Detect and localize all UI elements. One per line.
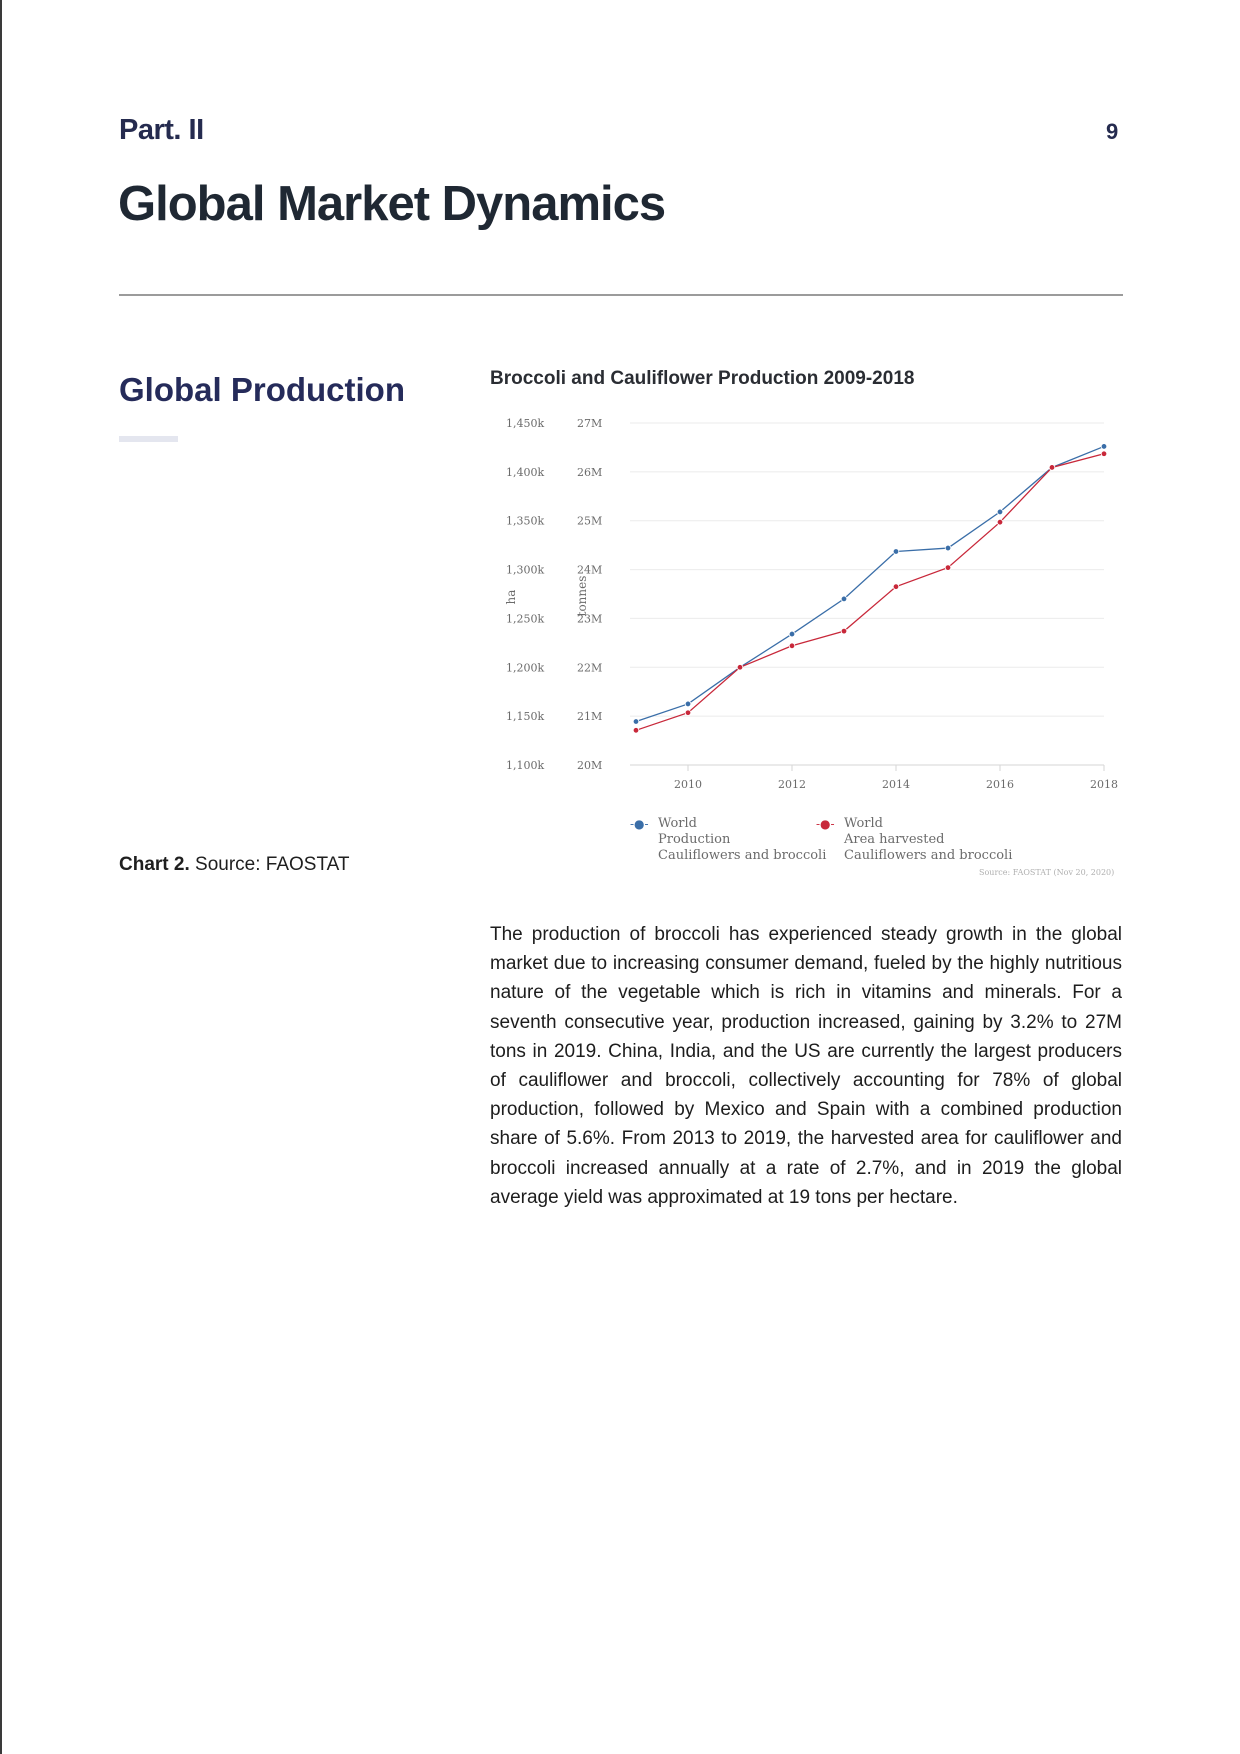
y-right-tick-label: 20M	[577, 759, 603, 772]
y-left-tick-label: 1,200k	[506, 661, 545, 675]
legend-line: World	[658, 816, 697, 831]
legend-line: Production	[658, 832, 731, 847]
x-tick-label: 2018	[1090, 778, 1118, 791]
data-point-production	[893, 549, 899, 555]
legend-marker-area-icon: -●-	[816, 817, 835, 831]
y-left-tick-label: 1,150k	[506, 710, 545, 724]
y-axis-left-label: ha	[504, 589, 518, 605]
x-tick-label: 2016	[986, 778, 1014, 791]
y-right-tick-label: 23M	[577, 612, 603, 626]
line-chart	[490, 400, 1130, 800]
chart-source-note: Source: FAOSTAT (Nov 20, 2020)	[979, 868, 1115, 877]
y-right-tick-label: 26M	[577, 465, 603, 479]
page-left-edge	[0, 0, 2, 1754]
data-point-area	[945, 565, 951, 571]
body-paragraph: The production of broccoli has experienced steady growth in the global market due to increasing consumer demand, fueled by the highly nutritious nature of the vegetable which is rich in vitamins and minerals. For a seventh consecutive year, production increased, gaining by 3.2% to 27M tons in 2019. China, India, and the US are currently the largest producers of cauliflower and broccoli, collectively accounting for 78% of global production, followed by Mexico and Spain with a combined production share of 5.6%. From 2013 to 2019, the harvested area for cauliflower and broccoli increased annually at a rate of 2.7%, and in 2019 the global average yield was approximated at 19 tons per hectare.	[490, 924, 1122, 1208]
data-point-production	[1101, 444, 1107, 450]
y-left-tick-label: 1,350k	[506, 514, 545, 528]
y-right-tick-label: 27M	[577, 417, 603, 430]
header-divider	[119, 294, 1123, 296]
section-title: Global Production	[119, 371, 405, 408]
legend-line: Cauliflowers and broccoli	[658, 848, 827, 863]
legend-marker-production-icon: -●-	[630, 817, 649, 831]
y-axis-right-label: tonnes	[575, 575, 589, 617]
x-tick-label: 2014	[882, 778, 910, 791]
caption-text: Source: FAOSTAT	[189, 854, 350, 875]
data-point-production	[945, 545, 951, 551]
data-point-production	[841, 596, 847, 602]
data-point-area	[789, 643, 795, 649]
y-right-tick-label: 24M	[577, 563, 603, 577]
legend-item-production	[630, 816, 827, 864]
x-tick-label: 2012	[778, 778, 806, 791]
y-right-tick-label: 22M	[577, 661, 603, 675]
legend-item-area	[816, 816, 1013, 864]
series-line-area	[636, 454, 1104, 731]
data-point-area	[633, 728, 639, 734]
data-point-area	[997, 519, 1003, 525]
data-point-production	[685, 701, 691, 707]
section-accent-bar	[119, 436, 178, 442]
chart-caption	[119, 854, 350, 876]
caption-label: Chart 2.	[119, 854, 190, 875]
x-tick-label: 2010	[674, 778, 702, 791]
data-point-area	[1049, 465, 1055, 471]
x-axis	[674, 765, 1118, 791]
y-left-tick-label: 1,300k	[506, 563, 545, 577]
legend-line: World	[844, 816, 883, 831]
chart-gridlines	[630, 423, 1104, 765]
page-title: Global Market Dynamics	[118, 177, 666, 231]
page-number: 9	[1106, 119, 1119, 144]
data-point-area	[685, 710, 691, 716]
chart-title: Broccoli and Cauliflower Production 2009-2018	[490, 368, 915, 389]
data-point-area	[1101, 451, 1107, 457]
data-point-production	[997, 509, 1003, 515]
data-point-area	[893, 584, 899, 590]
y-left-tick-label: 1,450k	[506, 417, 545, 430]
data-point-production	[789, 631, 795, 637]
y-left-tick-label: 1,250k	[506, 612, 545, 626]
data-point-production	[633, 719, 639, 725]
legend-line: Cauliflowers and broccoli	[844, 848, 1013, 863]
series-line-production	[636, 446, 1104, 721]
data-point-area	[737, 664, 743, 670]
y-left-tick-label: 1,400k	[506, 465, 545, 479]
y-right-tick-label: 25M	[577, 514, 603, 528]
chart-series	[633, 444, 1107, 733]
part-label: Part. II	[119, 114, 204, 146]
legend-line: Area harvested	[844, 832, 945, 847]
data-point-area	[841, 628, 847, 634]
y-left-tick-label: 1,100k	[506, 759, 545, 772]
y-right-tick-label: 21M	[577, 710, 603, 724]
